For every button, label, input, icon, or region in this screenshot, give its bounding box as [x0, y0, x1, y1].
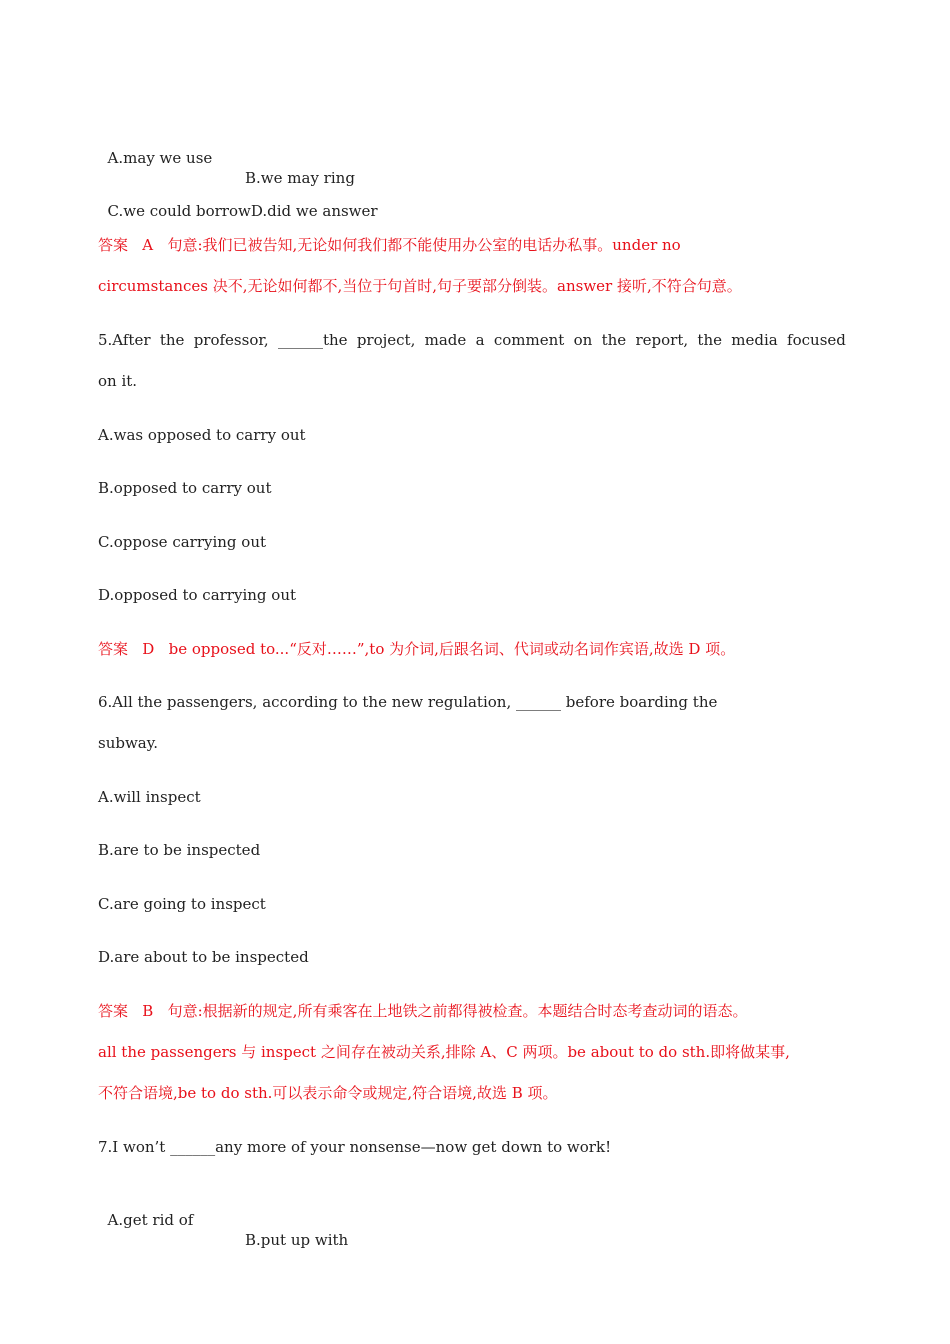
q7-option-a: A.get rid of	[107, 1211, 194, 1229]
q6-answer-line-2: all the passengers 与 inspect 之间存在被动关系,排除 A、C 两项。be about to do sth.即将做某事,	[98, 1043, 790, 1061]
q5-option-d: D.opposed to carrying out	[98, 586, 297, 604]
q6-stem-line-2: subway.	[98, 734, 158, 752]
q5-word: the	[159, 331, 185, 349]
q7-options-row-1	[98, 1190, 498, 1249]
q5-option-a: A.was opposed to carry out	[98, 426, 306, 444]
q4-option-d: D.did we answer	[250, 202, 378, 220]
q4-option-b: B.we may ring	[245, 169, 355, 187]
q5-word: comment	[493, 331, 565, 349]
q7-option-b: B.put up with	[245, 1231, 349, 1249]
q5-word: focused	[787, 331, 846, 349]
q7-stem: 7.I won’t ______any more of your nonsense—now get down to work!	[98, 1138, 612, 1156]
q6-option-c: C.are going to inspect	[98, 895, 266, 913]
q5-option-b: B.opposed to carry out	[98, 479, 272, 497]
q5-stem-line-2: on it.	[98, 372, 138, 390]
q5-word: the	[697, 331, 722, 349]
q5-option-c: C.oppose carrying out	[98, 533, 267, 551]
q4-option-c: C.we could borrow	[107, 202, 251, 220]
q6-option-b: B.are to be inspected	[98, 841, 261, 859]
q5-word: report,	[635, 331, 689, 349]
q6-option-d: D.are about to be inspected	[98, 948, 309, 966]
q4-options-row-2	[98, 181, 378, 221]
q5-word: on	[573, 331, 593, 349]
q5-answer: 答案 D be opposed to...“反对……”,to 为介词,后跟名词、代词或动名词作宾语,故选 D 项。	[98, 640, 736, 658]
q5-word: made	[424, 331, 467, 349]
q4-answer-line-1: 答案 A 句意:我们已被告知,无论如何我们都不能使用办公室的电话办私事。under no	[98, 236, 681, 254]
q5-word: the	[601, 331, 627, 349]
q4-options-row-1	[98, 128, 498, 187]
q6-option-a: A.will inspect	[98, 788, 201, 806]
q6-answer-line-3: 不符合语境,be to do sth.可以表示命令或规定,符合语境,故选 B 项。	[98, 1084, 558, 1102]
q6-stem-line-1: 6.All the passengers, according to the new regulation, ______ before boarding the	[98, 693, 718, 711]
q5-stem-line-1	[98, 330, 846, 350]
q5-word: media	[731, 331, 778, 349]
q5-word: ______the	[277, 331, 348, 349]
q4-answer-line-2: circumstances 决不,无论如何都不,当位于句首时,句子要部分倒装。answer 接听,不符合句意。	[98, 277, 742, 295]
q4-option-a: A.may we use	[107, 149, 213, 167]
q6-answer-line-1: 答案 B 句意:根据新的规定,所有乘客在上地铁之前都得被检查。本题结合时态考查动词的语态。	[98, 1002, 748, 1020]
q5-word: project,	[356, 331, 416, 349]
q5-word: professor,	[193, 331, 269, 349]
q5-word: 5.After	[98, 331, 151, 349]
q5-word: a	[475, 331, 485, 349]
